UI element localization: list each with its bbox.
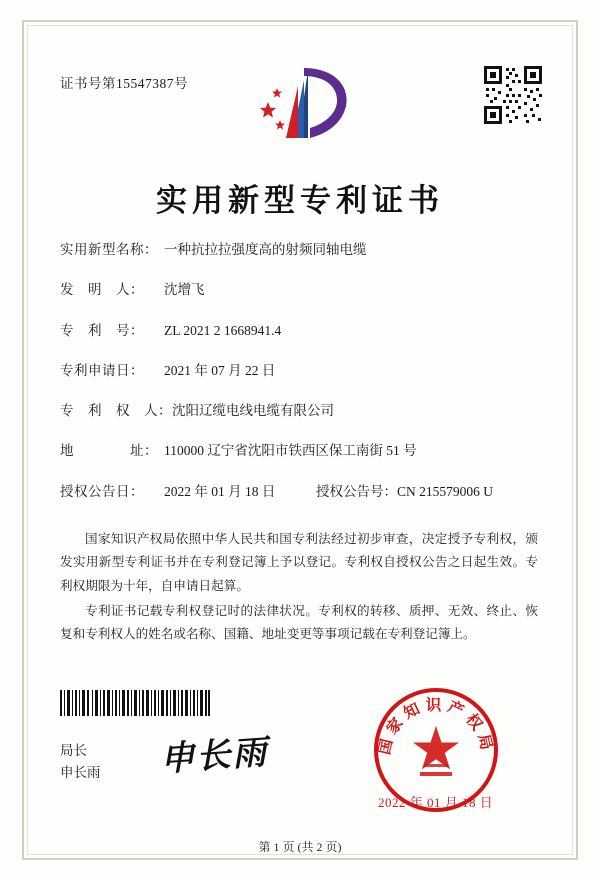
- certificate-fields: [60, 240, 540, 522]
- field-value-name: 一种抗拉拉强度高的射频同轴电缆: [164, 242, 367, 257]
- svg-text:国家知识产权局: 国家知识产权局: [376, 697, 496, 757]
- body-paragraph-1: 国家知识产权局依照中华人民共和国专利法经过初步审查，决定授予专利权，颁发实用新型专利证书并在专利登记簿上予以登记。专利权自授权公告之日起生效。专利权期限为十年，自申请日起算。: [60, 532, 538, 593]
- certificate-body: [60, 528, 538, 648]
- signature-name-label: 申长雨: [60, 765, 101, 781]
- field-label-patent-no: 专 利 号：: [60, 322, 144, 338]
- field-label-apply-date: 专利申请日：: [60, 362, 144, 378]
- field-label-address: 地 址：: [60, 443, 158, 459]
- field-row-grant: [60, 482, 540, 502]
- field-row-apply-date: [60, 361, 540, 381]
- field-value-inventor: 沈增飞: [164, 282, 205, 298]
- field-label-grant-no: 授权公告号：: [316, 483, 397, 499]
- field-row-name: [60, 240, 540, 260]
- field-row-patent-no: [60, 321, 540, 341]
- field-row-address: [60, 441, 540, 461]
- field-value-patentee: 沈阳辽缆电线电缆有限公司: [172, 403, 334, 418]
- field-value-grant-no: CN 215579006 U: [397, 483, 494, 499]
- handwritten-signature: 申长雨: [158, 732, 270, 780]
- signature-title-label: 局长: [60, 743, 87, 758]
- field-grant-date-group: [60, 482, 316, 502]
- field-label-name: 实用新型名称：: [60, 242, 158, 257]
- field-value-patent-no: ZL 2021 2 1668941.4: [164, 322, 282, 338]
- field-label-inventor: 发 明 人：: [60, 282, 144, 298]
- page-footer: 第 1 页 (共 2 页): [258, 840, 342, 854]
- cnipa-logo-icon: [246, 62, 354, 144]
- body-paragraph-2: 专利证书记载专利权登记时的法律状况。专利权的转移、质押、无效、终止、恢复和专利权人的姓名或名称、国籍、地址变更等事项记载在专利登记簿上。: [60, 603, 538, 642]
- field-label-grant-date: 授权公告日：: [60, 483, 144, 499]
- field-label-patentee: 专 利 权 人：: [60, 403, 172, 418]
- field-value-grant-date: 2022 年 01 月 18 日: [164, 483, 276, 499]
- field-value-address: 110000 辽宁省沈阳市铁西区保工南街 51 号: [164, 443, 417, 459]
- page-title: 实用新型专利证书: [156, 183, 444, 218]
- barcode-icon: [60, 690, 210, 716]
- field-grant-no-group: [316, 482, 540, 502]
- field-row-patentee: [60, 401, 540, 421]
- signature-block: [60, 740, 101, 785]
- qr-code-icon: [482, 64, 544, 126]
- seal-date: 2022 年 01 月 18 日: [378, 795, 494, 810]
- field-value-apply-date: 2021 年 07 月 22 日: [164, 362, 276, 378]
- field-row-inventor: [60, 280, 540, 300]
- certificate-number: 证书号第15547387号: [60, 76, 188, 91]
